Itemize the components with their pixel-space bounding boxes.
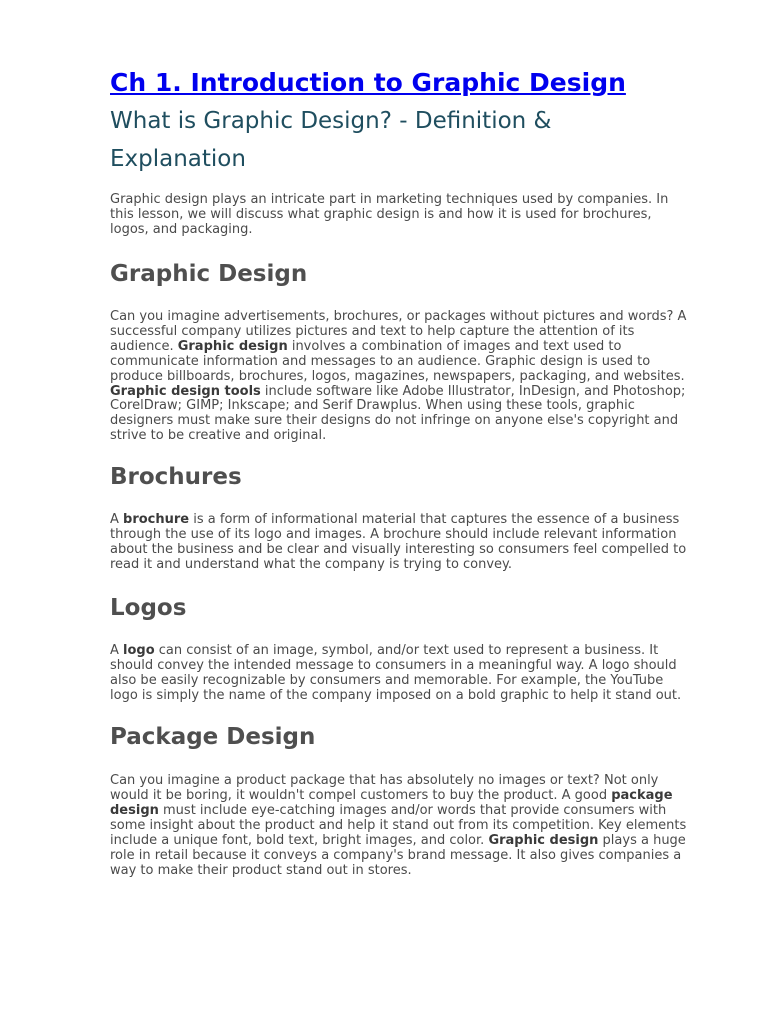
paragraph-text: A [110,512,124,528]
paragraph-text: plays a huge role in retail because it conveys a company's brand message. It also gives companies a way to make their product stand out in stores. [110,833,686,878]
section-paragraph [110,644,694,704]
key-term: Graphic design [488,833,599,849]
key-term: Graphic design [177,338,288,354]
paragraph-text: A [110,642,124,658]
key-term: brochure [123,512,190,528]
lesson-intro: Graphic design plays an intricate part in marketing techniques used by companies. In this lesson, we will discuss what graphic design is and how it is used for brochures, logos, and packaging. [110,192,669,237]
section-heading: Graphic Design [110,261,308,287]
section-paragraph [110,774,694,878]
section-brochures [110,462,694,573]
section-paragraph [110,513,694,573]
paragraph-text: can consist of an image, symbol, and/or text used to represent a business. It should convey the intended message to consumers in a meaningful way. A logo should also be easily recognizable by consumers and memorable. For example, the YouTube logo is simply the name of the company imposed on a bold graphic to help it stand out. [110,642,682,703]
section-package-design [110,722,694,878]
paragraph-text: include software like Adobe Illustrator, InDesign, and Photoshop; CorelDraw; GIMP; Inkscape; and Serif Drawplus. When using these tools, graphic designers must make sure their designs do not infringe on anyone else's copyright and strive to be creative and original. [110,383,686,444]
section-heading: Brochures [110,464,242,491]
section-logos [110,593,694,704]
key-term: Graphic design tools [110,383,261,399]
paragraph-text: must include eye-catching images and/or words that provide consumers with some insight about the product and help it stand out from its competition. Key elements include a unique font, bold text, bright images, and color. [110,803,687,849]
chapter-link[interactable]: Ch 1. Introduction to Graphic Design [110,68,626,97]
paragraph-text: involves a combination of images and text used to communicate information and messages to an audience. Graphic design is used to produce billboards, brochures, logos, magazines, newspapers, packaging, and websites. [110,338,685,384]
key-term: logo [123,642,155,658]
document-page [110,66,694,879]
section-heading: Package Design [110,724,316,751]
paragraph-text: is a form of informational material that captures the essence of a business through the use of its logo and images. A brochure should include relevant information about the business and be clear and visually interesting so consumers feel compelled to read it and understand what the company is trying to convey. [110,512,687,572]
section-heading: Logos [110,594,187,621]
paragraph-text: Can you imagine advertisements, brochures, or packages without pictures and words? A successful company utilizes pictures and text to help capture the attention of its audience. [110,309,687,354]
section-graphic-design [110,259,694,444]
paragraph-text: Can you imagine a product package that has absolutely no images or text? Not only would it be boring, it wouldn't compel customers to buy the product. A good [110,773,659,804]
lesson-title: What is Graphic Design? - Definition & Explanation [110,108,552,172]
section-paragraph [110,310,694,444]
key-term: package design [110,788,673,819]
